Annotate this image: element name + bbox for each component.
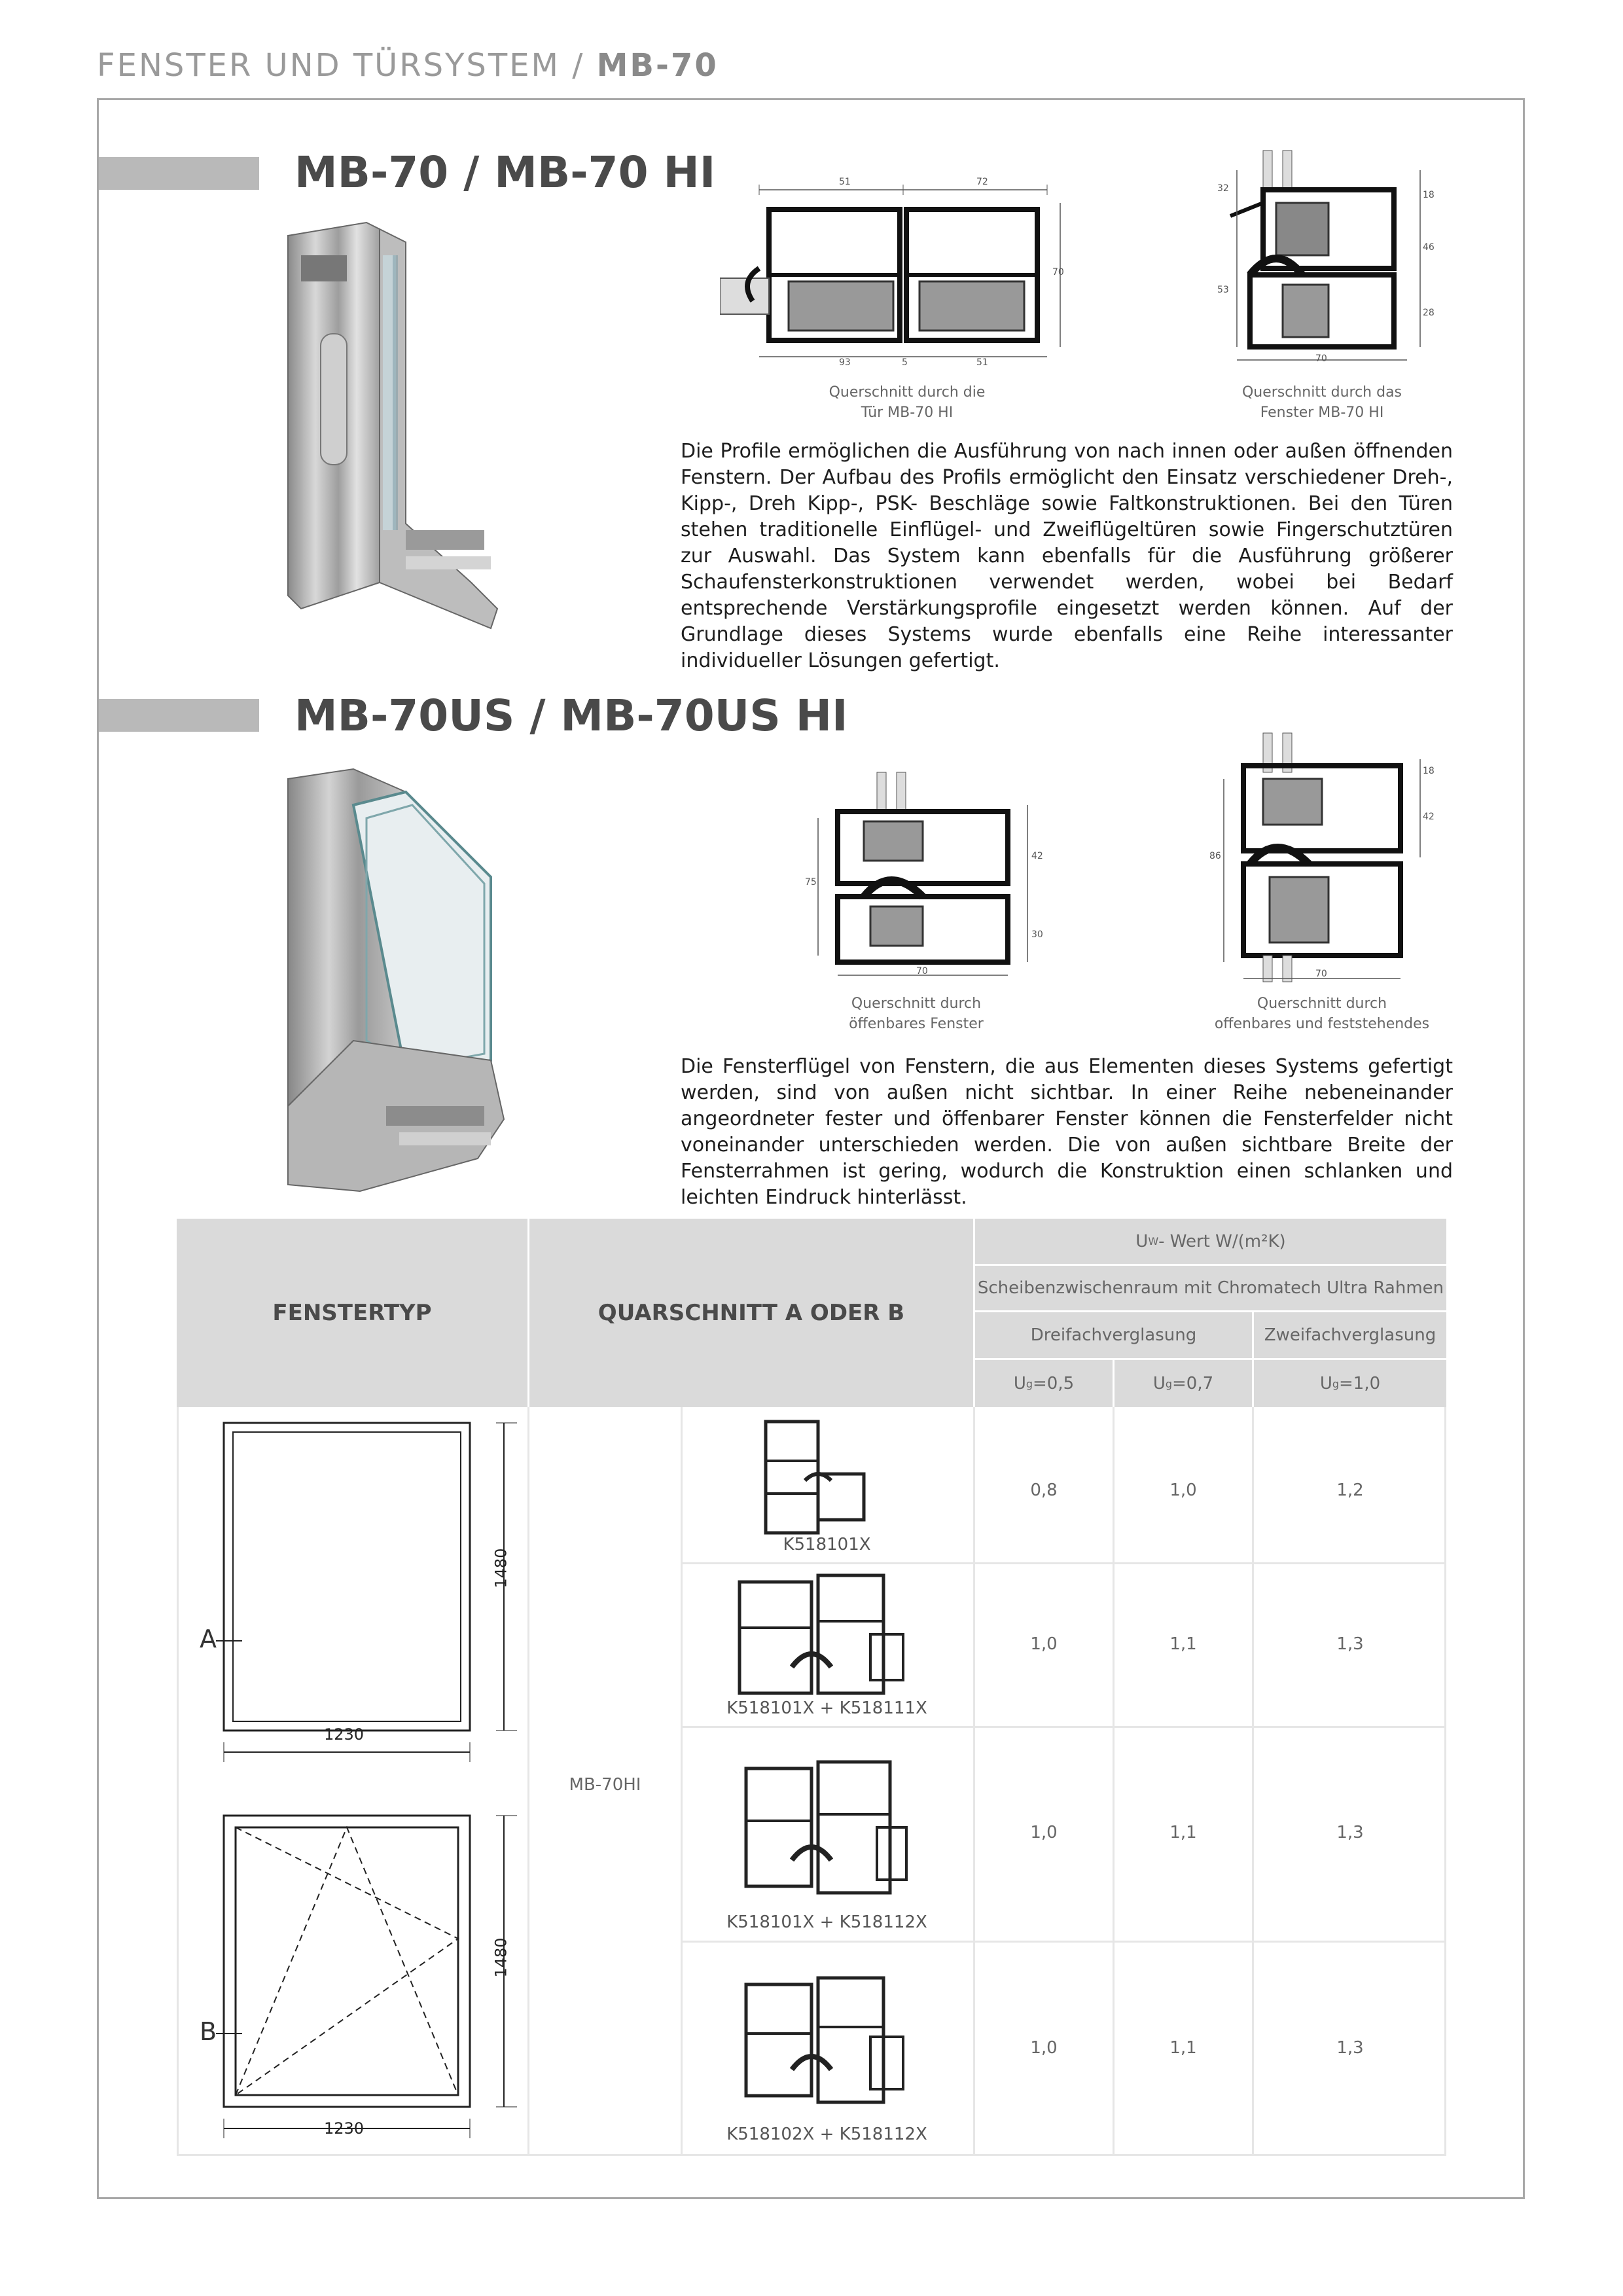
section-title-mb70: MB-70 / MB-70 HI	[294, 147, 716, 198]
col-header-ug-10: U g =1,0	[1254, 1360, 1446, 1407]
u-value-table	[177, 1219, 1446, 2156]
value-row1-ug10: 1,2	[1336, 1480, 1364, 1500]
section-bar	[99, 157, 259, 190]
dim-label: 51	[839, 177, 851, 187]
dim-label: 75	[805, 877, 817, 888]
window-a-width: 1230	[324, 1725, 365, 1744]
dim-label: 70	[1315, 969, 1327, 979]
value-row2-ug05: 1,0	[1030, 1634, 1058, 1654]
col-header-cross-section: QUARSCHNITT A ODER B	[529, 1219, 973, 1407]
value-row3-ug10: 1,3	[1336, 1823, 1364, 1842]
dim-label: 42	[1031, 851, 1043, 861]
value-row3-ug07: 1,1	[1169, 1823, 1197, 1842]
window-b-height: 1480	[491, 1937, 510, 1978]
dim-label: 18	[1423, 766, 1435, 776]
profile-code-2: K518101X + K518111X	[726, 1698, 927, 1718]
description-mb70us: Die Fensterflügel von Fenstern, die aus Elementen dieses Systems gefertigt werden, sind von außen nicht sichtbar. In einer Reihe nebeneinander angeordneter fester und öffenbarer Fenster können die Fensterfelder nicht voneinander unterschieden werden. Die von außen sichtbare Breite der Fensterrahmen ist gering, wodurch die Konstruktion einen schlanken und leichten Eindruck hinterlässt.	[681, 1055, 1453, 1209]
dim-label: 46	[1423, 242, 1435, 253]
dim-label: 51	[976, 357, 988, 368]
dim-label: 70	[1315, 353, 1327, 364]
profile-code-3: K518101X + K518112X	[726, 1912, 927, 1932]
col-header-triple-glazing: Dreifachverglasung	[975, 1312, 1252, 1358]
profile-drawing-4	[733, 1971, 916, 2115]
window-type-a-drawing	[216, 1415, 524, 1768]
window-type-b-drawing	[216, 1808, 524, 2148]
page-header-model: MB-70	[596, 47, 719, 84]
dim-label: 42	[1423, 812, 1435, 822]
value-row1-ug07: 1,0	[1169, 1480, 1197, 1500]
dim-label: 86	[1209, 851, 1221, 861]
dim-label: 93	[839, 357, 851, 368]
col-header-ug-05: U g =0,5	[975, 1360, 1113, 1407]
profile-code-4: K518102X + K518112X	[726, 2125, 927, 2144]
window-b-label: B	[200, 2017, 217, 2046]
value-row4-ug05: 1,0	[1030, 2038, 1058, 2058]
col-header-spacer: Scheibenzwischenraum mit Chromatech Ultra Rahmen	[975, 1266, 1446, 1310]
col-header-double-glazing: Zweifachverglasung	[1254, 1312, 1446, 1358]
dim-label: 5	[902, 357, 908, 368]
profile-code-1: K518101X	[783, 1535, 871, 1554]
col-header-window-type: FENSTERTYP	[177, 1219, 527, 1407]
value-row2-ug10: 1,3	[1336, 1634, 1364, 1654]
openable-window-section-drawing	[805, 766, 1054, 982]
profile-photo-mb70	[275, 216, 504, 641]
caption-fixed-window: Querschnitt durch offenbares und feststehendes	[1214, 996, 1430, 1032]
value-row3-ug05: 1,0	[1030, 1823, 1058, 1842]
section-bar	[99, 699, 259, 732]
col-header-uw-value: U W - Wert W/(m²K)	[975, 1219, 1446, 1264]
window-a-label: A	[200, 1624, 217, 1653]
value-row1-ug05: 0,8	[1030, 1480, 1058, 1500]
description-mb70: Die Profile ermöglichen die Ausführung von nach innen oder außen öffnenden Fenstern. Der Aufbau des Profils ermöglicht den Einsatz verschiedener Dreh-, Kipp-, Dreh Kipp-, PSK- Beschläge sowie Faltkonstruktionen. Bei den Türen stehen traditionelle Einflügel- und Zweiflügeltüren sowie Fingerschutztüren zur Auswahl. Das System kann ebenfalls für die Ausführung größerer Schaufensterkonstruktionen verwendet werden, wobei bei Bedarf entsprechende Verstärkungsprofile eingesetzt werden können. Auf der Grundlage dieses Systems wurde ebenfalls eine Reihe interessanter individueller Lösungen gefertigt.	[681, 440, 1453, 672]
value-row2-ug07: 1,1	[1169, 1634, 1197, 1654]
section-title-mb70us: MB-70US / MB-70US HI	[294, 691, 848, 741]
door-cross-section-drawing	[720, 177, 1067, 373]
value-row4-ug10: 1,3	[1336, 2038, 1364, 2058]
window-b-width: 1230	[324, 2119, 365, 2138]
dim-label: 32	[1217, 183, 1229, 194]
caption-door-section: Querschnitt durch die Tür MB-70 HI	[829, 384, 986, 421]
dim-label: 70	[916, 966, 928, 977]
caption-openable-window: Querschnitt durch öffenbares Fenster	[849, 996, 984, 1032]
system-label: MB-70HI	[569, 1775, 641, 1795]
caption-window-section: Querschnitt durch das Fenster MB-70 HI	[1241, 384, 1402, 421]
dim-label: 72	[976, 177, 988, 187]
fixed-window-section-drawing	[1204, 726, 1433, 988]
profile-drawing-1	[759, 1415, 890, 1546]
dim-label: 53	[1217, 285, 1229, 295]
window-a-height: 1480	[491, 1548, 510, 1588]
dim-label: 28	[1423, 308, 1435, 318]
profile-drawing-3	[733, 1755, 916, 1906]
dim-label: 70	[1052, 267, 1064, 278]
dim-label: 18	[1423, 190, 1435, 200]
window-cross-section-drawing	[1211, 144, 1433, 367]
profile-drawing-2	[733, 1569, 916, 1706]
page-header: FENSTER UND TÜRSYSTEM / MB-70	[97, 47, 719, 84]
dim-label: 30	[1031, 929, 1043, 940]
value-row4-ug07: 1,1	[1169, 2038, 1197, 2058]
col-header-ug-07: U g =0,7	[1115, 1360, 1252, 1407]
profile-photo-mb70us	[281, 766, 517, 1198]
